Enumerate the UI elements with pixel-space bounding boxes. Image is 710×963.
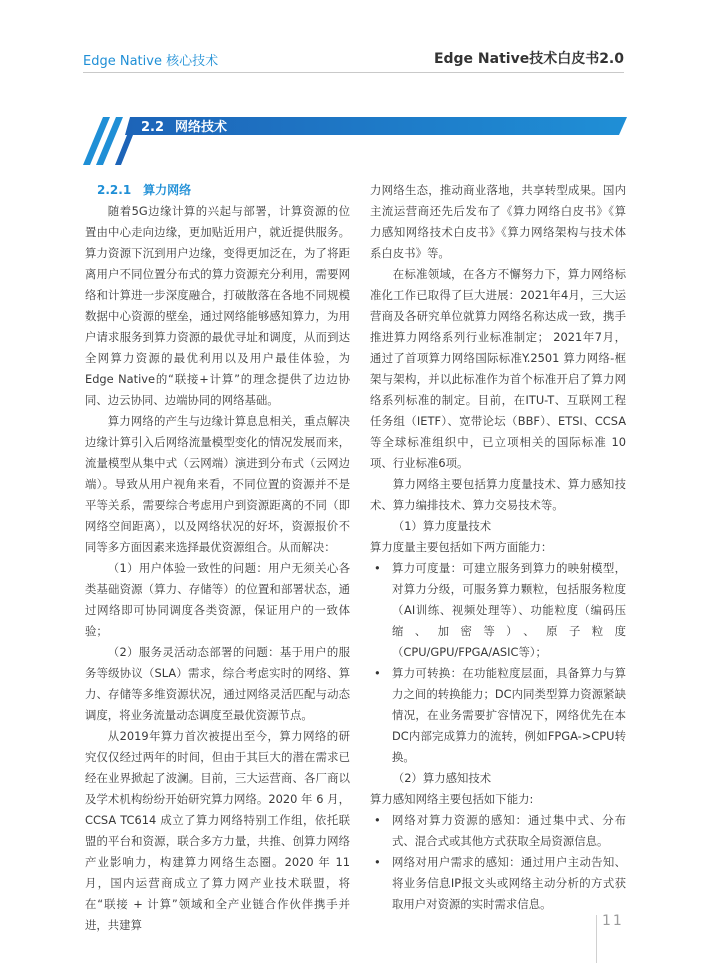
header-rule	[83, 72, 624, 73]
paragraph: （1）用户体验一致性的问题：用户无须关心各类基础资源（算力、存储等）的位置和部署状态，通过网络即可协同调度各类资源，保证用户的一致体验；	[85, 561, 350, 638]
paragraph: 算力网络的产生与边缘计算息息相关，重点解决边缘计算引入后网络流量模型变化的情况发展而来，流量模型从集中式（云网端）演进到分布式（云网边端）。导致从用户视角来看，不同位置的资源并不是平等关系，需要综合考虑用户到资源距离的不同（即网络空间距离），以及网络状况的好坏，资源报价不同等多方面因素来选择最优资源组合。从而解决：	[85, 414, 350, 554]
paragraph: （2）服务灵活动态部署的问题：基于用户的服务等级协议（SLA）需求，综合考虑实时的网络、算力、存储等多维资源状况，通过网络灵活匹配与动态调度，将业务流量动态调度至最优资源节点。	[85, 645, 350, 722]
list-item: • 网络对算力资源的感知：通过集中式、分布式、混合式或其他方式获取全局资源信息。	[370, 810, 626, 852]
sec2-list	[370, 810, 626, 915]
paragraph-standards: 在标准领域，在各方不懈努力下，算力网络标准化工作已取得了巨大进展：2021年4月，三大运营商及各研究单位就算力网络名称达成一致，携手推进算力网络系列行业标准制定； 2021年7月，通过了首项算力网络国际标准Y.2501 算力网络-框架与架构，并以此标准作为首个标准开启了算力网络系列标准的制定。目前，在ITU-T、互联网工程任务组（IETF）、宽带论坛（BBF）、ETSI、CCSA 等全球标准组织中，已立项相关的国际标准 10 项、行业标准6项。	[370, 267, 626, 470]
sec1-list	[370, 558, 626, 768]
list-item: • 算力可度量：可建立服务到算力的映射模型，对算力分级，可服务算力颗粒，包括服务粒度（AI训练、视频处理等）、功能粒度（编码压缩、加密等）、原子粒度（CPU/GPU/FPGA/ASIC等）；	[370, 558, 626, 663]
banner-tail	[115, 135, 133, 165]
section-banner	[83, 117, 627, 165]
list-item: • 算力可转换：在功能粒度层面，具备算力与算力之间的转换能力；DC内同类型算力资源紧缺情况，在业务需要扩容情况下，网络优先在本DC内部完成算力的流转，例如FPGA->CPU转换。	[370, 663, 626, 768]
sec2-title: （2）算力感知技术	[392, 771, 492, 785]
list-item: • 网络对用户需求的感知：通过用户主动告知、将业务信息IP报文头或网络主动分析的方式获取用户对资源的实时需求信息。	[370, 852, 626, 915]
header-right: Edge Native技术白皮书2.0	[433, 51, 624, 67]
banner-title: 网络技术	[175, 120, 228, 135]
footer-rule	[596, 915, 597, 963]
sec1-title: （1）算力度量技术	[392, 519, 492, 533]
banner-number: 2.2	[141, 120, 165, 135]
paragraph-continuation: 力网络生态，推动商业落地，共享转型成果。国内主流运营商还先后发布了《算力网络白皮书》《算力感知网络技术白皮书》《算力网络架构与技术体系白皮书》等。	[370, 183, 626, 260]
left-column	[85, 180, 350, 936]
page-number: 11	[602, 913, 624, 929]
paragraph: 随着5G边缘计算的兴起与部署，计算资源的位置由中心走向边缘，更加贴近用户，就近提供服务。算力资源下沉到用户边缘，变得更加泛在，为了将距离用户不同位置分布式的算力资源充分利用，需要网络和计算进一步深度融合，打破散落在各地不同规模数据中心资源的壁垒，通过网络能够感知算力，为用户请求服务到算力资源的最优寻址和调度，从而到达全网算力资源的最优利用以及用户最佳体验，为Edge Native的“联接+计算”的理念提供了边边协同、边云协同、边端协同的网络基础。	[85, 204, 350, 407]
sec2-intro: 算力感知网络主要包括如下能力:	[370, 792, 534, 806]
header-left: Edge Native 核心技术	[83, 54, 219, 69]
paragraph-overview: 算力网络主要包括算力度量技术、算力感知技术、算力编排技术、算力交易技术等。	[370, 477, 626, 512]
sec1-intro: 算力度量主要包括如下两方面能力：	[370, 540, 553, 554]
subsection-title: 2.2.1 算力网络	[97, 183, 192, 197]
right-column	[370, 180, 626, 915]
paragraph: 从2019年算力首次被提出至今，算力网络的研究仅仅经过两年的时间，但由于其巨大的潜在需求已经在业界掀起了波澜。目前，三大运营商、各厂商以及学术机构纷纷开始研究算力网络。2020 年 6 月，CCSA TC614 成立了算力网络特别工作组，依托联盟的平台和资源，联合多方力量，共推、创算力网络产业影响力，构建算力网络生态圈。2020 年 11 月，国内运营商成立了算力网产业技术联盟，将在“联接 + 计算”领域和全产业链合作伙伴携手并进，共建算	[85, 729, 350, 932]
